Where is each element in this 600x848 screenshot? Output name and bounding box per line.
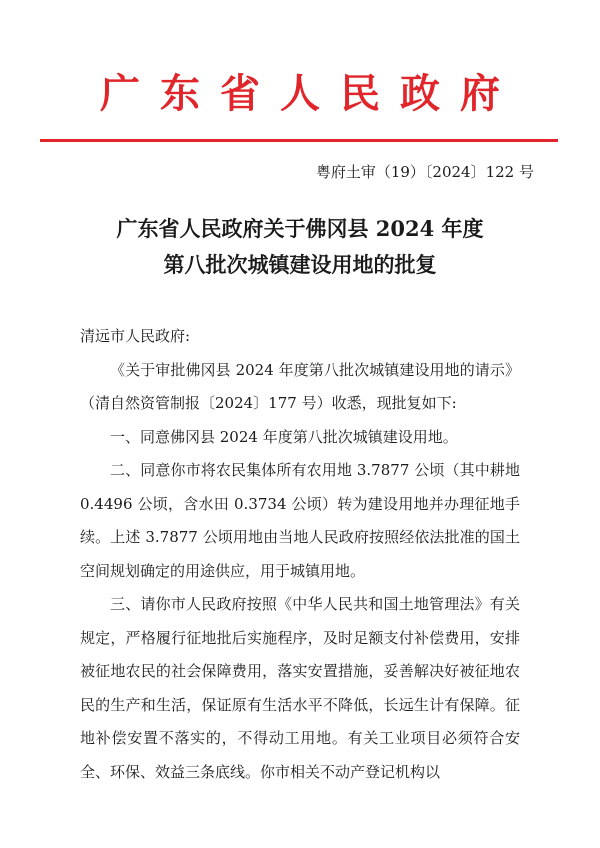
paragraph-request-ref: 《关于审批佛冈县 2024 年度第八批次城镇建设用地的请示》（清自然资管制报〔2024〕177 号）收悉，现批复如下: bbox=[80, 360, 520, 412]
paragraph-item-2: 二、同意你市将农民集体所有农用地 3.7877 公顷（其中耕地 0.4496 公顷，含水田 0.3734 公顷）转为建设用地并办理征地手续。上述 3.7877 公顷用地由当地人民政府按照经依法批准的国土空间规划确定的用途供应，用于城镇用地。 bbox=[80, 461, 520, 580]
document-number: 粤府土审（19）〔2024〕122 号 bbox=[315, 163, 534, 181]
document-body bbox=[80, 320, 520, 789]
red-divider-line bbox=[40, 139, 558, 142]
salutation: 清远市人民政府: bbox=[80, 327, 191, 345]
issuer-masthead: 广东省人民政府 bbox=[100, 71, 520, 117]
paragraph-item-1: 一、同意佛冈县 2024 年度第八批次城镇建设用地。 bbox=[110, 427, 458, 446]
document-title bbox=[0, 211, 600, 283]
title-line-1: 广东省人民政府关于佛冈县 2024 年度 bbox=[116, 216, 484, 241]
title-line-2: 第八批次城镇建设用地的批复 bbox=[163, 252, 437, 277]
paragraph-item-3: 三、请你市人民政府按照《中华人民共和国土地管理法》有关规定，严格履行征地批后实施程序，及时足额支付补偿费用，安排被征地农民的社会保障费用，落实安置措施，妥善解决好被征地农民的生产和生活，保证原有生活水平不降低，长远生计有保障。征地补偿安置不落实的，不得动工用地。有关工业项目必须符合安全、环保、效益三条底线。你市相关不动产登记机构以 bbox=[80, 595, 520, 781]
